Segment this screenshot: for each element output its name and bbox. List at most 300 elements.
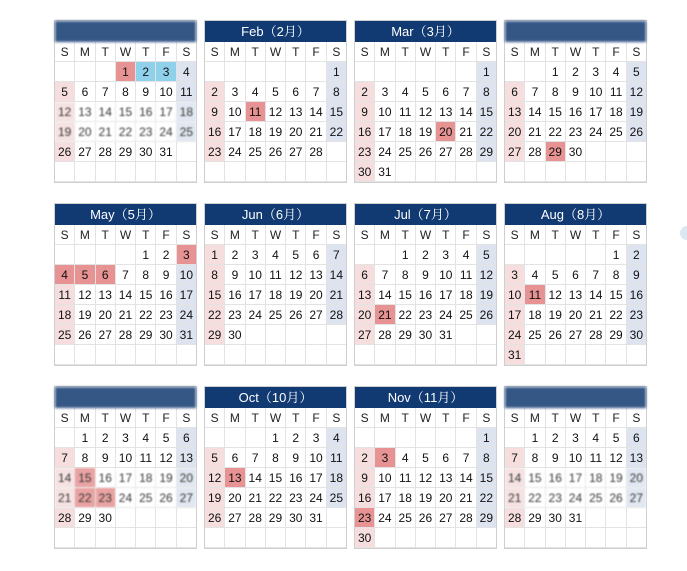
day-cell[interactable]: 3 <box>375 448 395 468</box>
day-cell[interactable]: 30 <box>355 528 375 548</box>
day-cell[interactable]: 22 <box>136 305 156 325</box>
day-cell[interactable]: 9 <box>355 468 375 488</box>
day-cell[interactable]: 13 <box>355 285 375 305</box>
day-cell[interactable]: 6 <box>436 448 456 468</box>
day-cell[interactable]: 8 <box>75 448 95 468</box>
day-cell[interactable]: 18 <box>55 305 75 325</box>
day-cell[interactable]: 1 <box>396 245 416 265</box>
day-cell[interactable]: 21 <box>586 305 606 325</box>
day-cell[interactable]: 7 <box>525 82 545 102</box>
day-cell[interactable]: 24 <box>436 305 456 325</box>
day-cell[interactable]: 22 <box>266 488 286 508</box>
day-cell[interactable]: 10 <box>436 265 456 285</box>
day-cell[interactable]: 2 <box>96 428 116 448</box>
day-cell[interactable]: 12 <box>266 102 286 122</box>
day-cell[interactable]: 12 <box>546 285 566 305</box>
day-cell[interactable]: 30 <box>96 508 116 528</box>
day-cell[interactable]: 6 <box>177 428 196 448</box>
day-cell[interactable]: 26 <box>416 508 436 528</box>
day-cell[interactable]: 21 <box>525 122 545 142</box>
day-cell[interactable]: 25 <box>177 122 196 142</box>
day-cell[interactable]: 6 <box>566 265 586 285</box>
day-cell[interactable]: 14 <box>246 468 266 488</box>
day-cell[interactable]: 4 <box>177 62 196 82</box>
day-cell[interactable]: 10 <box>177 265 196 285</box>
day-cell[interactable]: 18 <box>246 122 266 142</box>
day-cell[interactable]: 28 <box>55 508 75 528</box>
day-cell[interactable]: 24 <box>375 142 395 162</box>
day-cell[interactable]: 24 <box>375 508 395 528</box>
day-cell[interactable]: 9 <box>546 448 566 468</box>
day-cell[interactable]: 18 <box>606 102 626 122</box>
day-cell[interactable]: 21 <box>306 122 326 142</box>
day-cell[interactable]: 7 <box>456 82 476 102</box>
day-cell[interactable]: 19 <box>477 285 496 305</box>
day-cell[interactable]: 11 <box>396 468 416 488</box>
day-cell[interactable]: 7 <box>327 245 346 265</box>
day-cell[interactable]: 9 <box>627 265 646 285</box>
day-cell[interactable]: 12 <box>477 265 496 285</box>
day-cell[interactable]: 24 <box>586 122 606 142</box>
day-cell[interactable]: 22 <box>477 488 496 508</box>
day-cell[interactable]: 8 <box>396 265 416 285</box>
day-cell[interactable]: 8 <box>546 82 566 102</box>
day-cell[interactable]: 25 <box>327 488 346 508</box>
day-cell[interactable]: 3 <box>177 245 196 265</box>
day-cell[interactable]: 17 <box>375 488 395 508</box>
day-cell[interactable]: 20 <box>505 122 525 142</box>
day-cell[interactable]: 20 <box>436 122 456 142</box>
day-cell[interactable]: 1 <box>136 245 156 265</box>
day-cell[interactable]: 27 <box>505 142 525 162</box>
day-cell[interactable]: 31 <box>156 142 176 162</box>
day-cell[interactable]: 11 <box>55 285 75 305</box>
day-cell[interactable]: 14 <box>456 468 476 488</box>
day-cell[interactable]: 8 <box>116 82 136 102</box>
day-cell[interactable]: 6 <box>627 428 646 448</box>
day-cell[interactable]: 3 <box>116 428 136 448</box>
day-cell[interactable]: 11 <box>456 265 476 285</box>
day-cell[interactable]: 17 <box>375 122 395 142</box>
day-cell[interactable]: 4 <box>396 448 416 468</box>
day-cell[interactable]: 7 <box>456 448 476 468</box>
day-cell[interactable]: 2 <box>355 82 375 102</box>
day-cell[interactable]: 15 <box>546 102 566 122</box>
day-cell[interactable]: 14 <box>586 285 606 305</box>
day-cell[interactable]: 27 <box>306 305 326 325</box>
day-cell[interactable]: 29 <box>266 508 286 528</box>
day-cell[interactable]: 16 <box>566 102 586 122</box>
day-cell[interactable]: 29 <box>546 142 566 162</box>
day-cell[interactable]: 19 <box>627 102 646 122</box>
day-cell[interactable]: 5 <box>156 428 176 448</box>
day-cell[interactable]: 15 <box>396 285 416 305</box>
day-cell[interactable]: 14 <box>375 285 395 305</box>
day-cell[interactable]: 17 <box>225 122 245 142</box>
day-cell[interactable]: 26 <box>266 142 286 162</box>
day-cell[interactable]: 3 <box>246 245 266 265</box>
day-cell[interactable]: 16 <box>225 285 245 305</box>
day-cell[interactable]: 27 <box>225 508 245 528</box>
day-cell[interactable]: 7 <box>586 265 606 285</box>
day-cell[interactable]: 26 <box>55 142 75 162</box>
day-cell[interactable]: 1 <box>327 62 346 82</box>
day-cell[interactable]: 4 <box>456 245 476 265</box>
day-cell[interactable]: 8 <box>477 448 496 468</box>
day-cell[interactable]: 14 <box>505 468 525 488</box>
day-cell[interactable]: 14 <box>55 468 75 488</box>
day-cell[interactable]: 5 <box>286 245 306 265</box>
day-cell[interactable]: 6 <box>436 82 456 102</box>
day-cell[interactable]: 13 <box>286 102 306 122</box>
day-cell[interactable]: 18 <box>456 285 476 305</box>
day-cell[interactable]: 10 <box>246 265 266 285</box>
day-cell[interactable]: 25 <box>246 142 266 162</box>
day-cell[interactable]: 6 <box>75 82 95 102</box>
day-cell[interactable]: 27 <box>96 325 116 345</box>
day-cell[interactable]: 8 <box>266 448 286 468</box>
day-cell[interactable]: 7 <box>116 265 136 285</box>
day-cell[interactable]: 27 <box>177 488 196 508</box>
day-cell[interactable]: 18 <box>396 488 416 508</box>
day-cell[interactable]: 4 <box>136 428 156 448</box>
day-cell[interactable]: 11 <box>177 82 196 102</box>
day-cell[interactable]: 13 <box>436 102 456 122</box>
day-cell[interactable]: 27 <box>75 142 95 162</box>
day-cell[interactable]: 4 <box>396 82 416 102</box>
day-cell[interactable]: 23 <box>225 305 245 325</box>
day-cell[interactable]: 15 <box>477 102 496 122</box>
day-cell[interactable]: 1 <box>205 245 225 265</box>
day-cell[interactable]: 3 <box>505 265 525 285</box>
day-cell[interactable]: 5 <box>75 265 95 285</box>
day-cell[interactable]: 24 <box>177 305 196 325</box>
day-cell[interactable]: 9 <box>156 265 176 285</box>
day-cell[interactable]: 4 <box>606 62 626 82</box>
day-cell[interactable]: 7 <box>375 265 395 285</box>
day-cell[interactable]: 23 <box>355 508 375 528</box>
day-cell[interactable]: 1 <box>477 62 496 82</box>
day-cell[interactable]: 8 <box>205 265 225 285</box>
day-cell[interactable]: 1 <box>75 428 95 448</box>
day-cell[interactable]: 13 <box>177 448 196 468</box>
day-cell[interactable]: 28 <box>456 508 476 528</box>
day-cell[interactable]: 15 <box>136 285 156 305</box>
day-cell[interactable]: 25 <box>55 325 75 345</box>
day-cell[interactable]: 16 <box>136 102 156 122</box>
day-cell[interactable]: 6 <box>225 448 245 468</box>
day-cell[interactable]: 14 <box>327 265 346 285</box>
day-cell[interactable]: 5 <box>416 82 436 102</box>
day-cell[interactable]: 12 <box>205 468 225 488</box>
day-cell[interactable]: 23 <box>136 122 156 142</box>
day-cell[interactable]: 26 <box>546 325 566 345</box>
day-cell[interactable]: 20 <box>355 305 375 325</box>
day-cell[interactable]: 5 <box>205 448 225 468</box>
day-cell[interactable]: 23 <box>546 488 566 508</box>
day-cell[interactable]: 17 <box>436 285 456 305</box>
day-cell[interactable]: 28 <box>505 508 525 528</box>
day-cell[interactable]: 30 <box>546 508 566 528</box>
day-cell[interactable]: 20 <box>306 285 326 305</box>
day-cell[interactable]: 19 <box>416 122 436 142</box>
day-cell[interactable]: 24 <box>505 325 525 345</box>
day-cell[interactable]: 22 <box>327 122 346 142</box>
day-cell[interactable]: 11 <box>266 265 286 285</box>
day-cell[interactable]: 27 <box>566 325 586 345</box>
day-cell[interactable]: 26 <box>75 325 95 345</box>
day-cell[interactable]: 15 <box>477 468 496 488</box>
day-cell[interactable]: 20 <box>286 122 306 142</box>
day-cell[interactable]: 1 <box>546 62 566 82</box>
day-cell[interactable]: 13 <box>436 468 456 488</box>
day-cell[interactable]: 10 <box>156 82 176 102</box>
day-cell[interactable]: 3 <box>566 428 586 448</box>
day-cell[interactable]: 10 <box>566 448 586 468</box>
day-cell[interactable]: 25 <box>266 305 286 325</box>
day-cell[interactable]: 27 <box>286 142 306 162</box>
day-cell[interactable]: 2 <box>136 62 156 82</box>
day-cell[interactable]: 22 <box>525 488 545 508</box>
day-cell[interactable]: 15 <box>327 102 346 122</box>
day-cell[interactable]: 11 <box>396 102 416 122</box>
day-cell[interactable]: 19 <box>286 285 306 305</box>
day-cell[interactable]: 21 <box>96 122 116 142</box>
day-cell[interactable]: 30 <box>286 508 306 528</box>
day-cell[interactable]: 24 <box>225 142 245 162</box>
day-cell[interactable]: 1 <box>525 428 545 448</box>
day-cell[interactable]: 18 <box>327 468 346 488</box>
day-cell[interactable]: 11 <box>136 448 156 468</box>
day-cell[interactable]: 25 <box>606 122 626 142</box>
day-cell[interactable]: 30 <box>355 162 375 182</box>
day-cell[interactable]: 29 <box>396 325 416 345</box>
day-cell[interactable]: 21 <box>55 488 75 508</box>
day-cell[interactable]: 27 <box>436 508 456 528</box>
day-cell[interactable]: 16 <box>96 468 116 488</box>
day-cell[interactable]: 16 <box>355 488 375 508</box>
day-cell[interactable]: 28 <box>327 305 346 325</box>
day-cell[interactable]: 23 <box>566 122 586 142</box>
day-cell[interactable]: 29 <box>606 325 626 345</box>
day-cell[interactable]: 16 <box>156 285 176 305</box>
day-cell[interactable]: 26 <box>627 122 646 142</box>
day-cell[interactable]: 28 <box>96 142 116 162</box>
day-cell[interactable]: 13 <box>96 285 116 305</box>
day-cell[interactable]: 11 <box>586 448 606 468</box>
day-cell[interactable]: 10 <box>375 468 395 488</box>
day-cell[interactable]: 24 <box>566 488 586 508</box>
day-cell[interactable]: 10 <box>586 82 606 102</box>
day-cell[interactable]: 19 <box>606 468 626 488</box>
day-cell[interactable]: 1 <box>266 428 286 448</box>
day-cell[interactable]: 27 <box>627 488 646 508</box>
day-cell[interactable]: 10 <box>306 448 326 468</box>
day-cell[interactable]: 5 <box>416 448 436 468</box>
day-cell[interactable]: 19 <box>546 305 566 325</box>
day-cell[interactable]: 4 <box>246 82 266 102</box>
day-cell[interactable]: 12 <box>627 82 646 102</box>
day-cell[interactable]: 9 <box>225 265 245 285</box>
day-cell[interactable]: 31 <box>566 508 586 528</box>
day-cell[interactable]: 19 <box>75 305 95 325</box>
day-cell[interactable]: 30 <box>566 142 586 162</box>
day-cell[interactable]: 20 <box>75 122 95 142</box>
day-cell[interactable]: 21 <box>456 122 476 142</box>
day-cell[interactable]: 13 <box>627 448 646 468</box>
day-cell[interactable]: 1 <box>606 245 626 265</box>
day-cell[interactable]: 12 <box>416 102 436 122</box>
day-cell[interactable]: 27 <box>355 325 375 345</box>
day-cell[interactable]: 1 <box>477 428 496 448</box>
day-cell[interactable]: 10 <box>505 285 525 305</box>
day-cell[interactable]: 26 <box>205 508 225 528</box>
day-cell[interactable]: 26 <box>606 488 626 508</box>
day-cell[interactable]: 7 <box>55 448 75 468</box>
day-cell[interactable]: 8 <box>136 265 156 285</box>
day-cell[interactable]: 19 <box>416 488 436 508</box>
day-cell[interactable]: 28 <box>456 142 476 162</box>
day-cell[interactable]: 29 <box>525 508 545 528</box>
day-cell[interactable]: 23 <box>355 142 375 162</box>
day-cell[interactable]: 6 <box>355 265 375 285</box>
day-cell[interactable]: 2 <box>205 82 225 102</box>
day-cell[interactable]: 30 <box>156 325 176 345</box>
day-cell[interactable]: 14 <box>306 102 326 122</box>
day-cell[interactable]: 5 <box>606 428 626 448</box>
day-cell[interactable]: 26 <box>416 142 436 162</box>
day-cell[interactable]: 4 <box>586 428 606 448</box>
day-cell[interactable]: 7 <box>306 82 326 102</box>
day-cell[interactable]: 19 <box>266 122 286 142</box>
day-cell[interactable]: 10 <box>116 448 136 468</box>
day-cell[interactable]: 7 <box>96 82 116 102</box>
day-cell[interactable]: 30 <box>627 325 646 345</box>
day-cell[interactable]: 2 <box>225 245 245 265</box>
day-cell[interactable]: 21 <box>375 305 395 325</box>
day-cell[interactable]: 31 <box>436 325 456 345</box>
day-cell[interactable]: 10 <box>375 102 395 122</box>
day-cell[interactable]: 30 <box>416 325 436 345</box>
day-cell[interactable]: 29 <box>75 508 95 528</box>
day-cell[interactable]: 7 <box>246 448 266 468</box>
day-cell[interactable]: 22 <box>396 305 416 325</box>
day-cell[interactable]: 27 <box>436 142 456 162</box>
day-cell[interactable]: 4 <box>525 265 545 285</box>
day-cell[interactable]: 15 <box>116 102 136 122</box>
day-cell[interactable]: 12 <box>156 448 176 468</box>
day-cell[interactable]: 21 <box>505 488 525 508</box>
day-cell[interactable]: 11 <box>327 448 346 468</box>
day-cell[interactable]: 11 <box>246 102 266 122</box>
day-cell[interactable]: 12 <box>286 265 306 285</box>
day-cell[interactable]: 25 <box>396 508 416 528</box>
day-cell[interactable]: 23 <box>96 488 116 508</box>
day-cell[interactable]: 3 <box>586 62 606 82</box>
day-cell[interactable]: 28 <box>586 325 606 345</box>
day-cell[interactable]: 31 <box>505 345 525 365</box>
day-cell[interactable]: 19 <box>205 488 225 508</box>
day-cell[interactable]: 3 <box>306 428 326 448</box>
day-cell[interactable]: 24 <box>156 122 176 142</box>
day-cell[interactable]: 4 <box>55 265 75 285</box>
day-cell[interactable]: 5 <box>546 265 566 285</box>
day-cell[interactable]: 2 <box>416 245 436 265</box>
day-cell[interactable]: 12 <box>55 102 75 122</box>
day-cell[interactable]: 20 <box>96 305 116 325</box>
day-cell[interactable]: 22 <box>205 305 225 325</box>
day-cell[interactable]: 26 <box>286 305 306 325</box>
day-cell[interactable]: 20 <box>627 468 646 488</box>
day-cell[interactable]: 29 <box>477 142 496 162</box>
day-cell[interactable]: 6 <box>505 82 525 102</box>
day-cell[interactable]: 5 <box>266 82 286 102</box>
day-cell[interactable]: 18 <box>177 102 196 122</box>
day-cell[interactable]: 24 <box>116 488 136 508</box>
day-cell[interactable]: 28 <box>306 142 326 162</box>
day-cell[interactable]: 17 <box>116 468 136 488</box>
day-cell[interactable]: 13 <box>225 468 245 488</box>
day-cell[interactable]: 3 <box>375 82 395 102</box>
day-cell[interactable]: 31 <box>177 325 196 345</box>
day-cell[interactable]: 14 <box>116 285 136 305</box>
day-cell[interactable]: 17 <box>505 305 525 325</box>
day-cell[interactable]: 19 <box>156 468 176 488</box>
day-cell[interactable]: 1 <box>116 62 136 82</box>
day-cell[interactable]: 20 <box>566 305 586 325</box>
day-cell[interactable]: 9 <box>286 448 306 468</box>
day-cell[interactable]: 23 <box>156 305 176 325</box>
day-cell[interactable]: 3 <box>436 245 456 265</box>
day-cell[interactable]: 15 <box>75 468 95 488</box>
day-cell[interactable]: 20 <box>225 488 245 508</box>
day-cell[interactable]: 18 <box>586 468 606 488</box>
day-cell[interactable]: 10 <box>225 102 245 122</box>
day-cell[interactable]: 30 <box>225 325 245 345</box>
day-cell[interactable]: 18 <box>136 468 156 488</box>
day-cell[interactable]: 28 <box>375 325 395 345</box>
day-cell[interactable]: 31 <box>306 508 326 528</box>
day-cell[interactable]: 22 <box>75 488 95 508</box>
day-cell[interactable]: 23 <box>286 488 306 508</box>
day-cell[interactable]: 15 <box>606 285 626 305</box>
day-cell[interactable]: 28 <box>525 142 545 162</box>
day-cell[interactable]: 25 <box>456 305 476 325</box>
day-cell[interactable]: 14 <box>96 102 116 122</box>
day-cell[interactable]: 29 <box>116 142 136 162</box>
day-cell[interactable]: 9 <box>355 102 375 122</box>
day-cell[interactable]: 11 <box>525 285 545 305</box>
day-cell[interactable]: 20 <box>177 468 196 488</box>
day-cell[interactable]: 9 <box>205 102 225 122</box>
day-cell[interactable]: 18 <box>266 285 286 305</box>
day-cell[interactable]: 17 <box>246 285 266 305</box>
day-cell[interactable]: 24 <box>246 305 266 325</box>
day-cell[interactable]: 11 <box>606 82 626 102</box>
day-cell[interactable]: 19 <box>55 122 75 142</box>
day-cell[interactable]: 17 <box>306 468 326 488</box>
day-cell[interactable]: 24 <box>306 488 326 508</box>
day-cell[interactable]: 6 <box>306 245 326 265</box>
day-cell[interactable]: 2 <box>355 448 375 468</box>
day-cell[interactable]: 23 <box>416 305 436 325</box>
day-cell[interactable]: 22 <box>116 122 136 142</box>
day-cell[interactable]: 22 <box>546 122 566 142</box>
day-cell[interactable]: 29 <box>205 325 225 345</box>
day-cell[interactable]: 17 <box>156 102 176 122</box>
day-cell[interactable]: 21 <box>456 488 476 508</box>
day-cell[interactable]: 29 <box>477 508 496 528</box>
